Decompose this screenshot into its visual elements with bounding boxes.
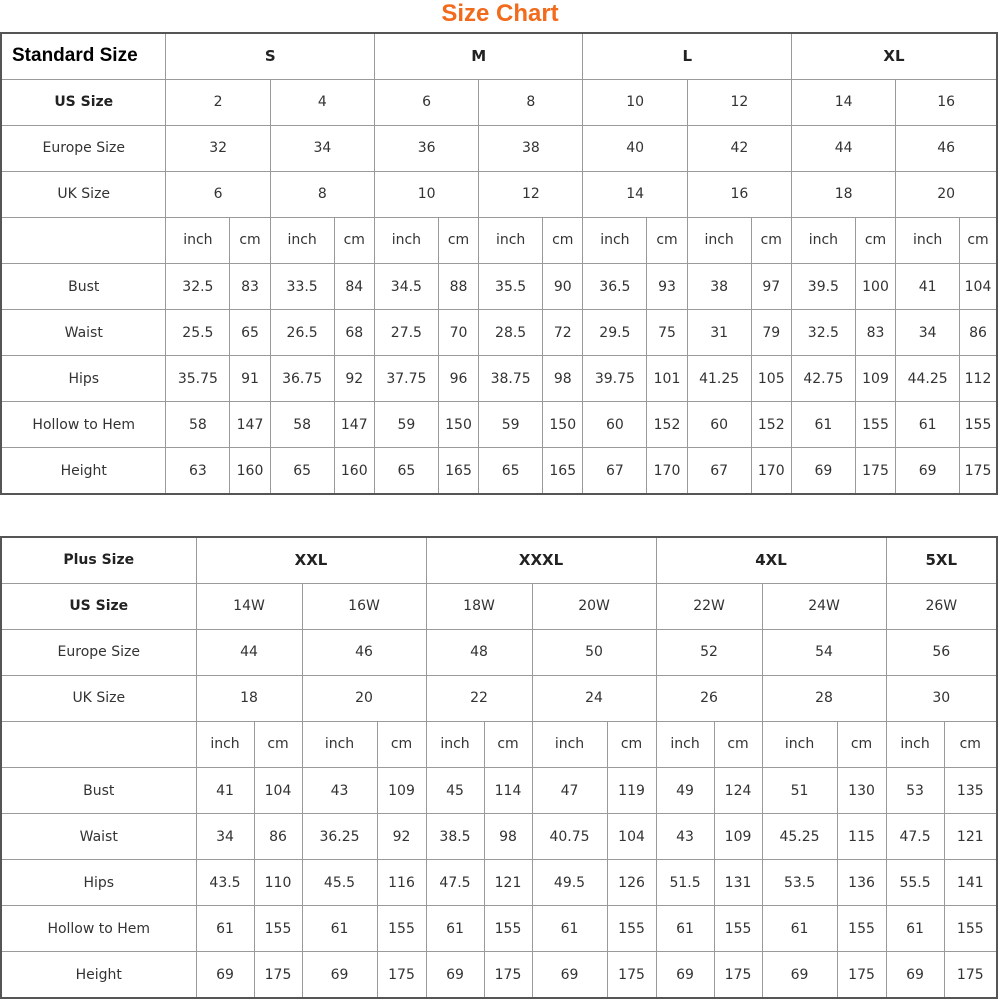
measurement-cell: 109: [377, 767, 426, 813]
measurement-cell: 32.5: [166, 263, 230, 309]
size-header: 5XL: [886, 537, 997, 583]
measurement-row: [1, 448, 997, 494]
row-label: Waist: [1, 814, 196, 860]
measurement-cell: 34: [196, 814, 254, 860]
row-label: Waist: [1, 310, 166, 356]
measurement-cell: 86: [254, 814, 302, 860]
measurement-cell: 155: [944, 906, 997, 952]
measurement-cell: 41.25: [687, 356, 751, 402]
measurement-cell: 93: [647, 263, 687, 309]
unit-cm-cell: cm: [377, 721, 426, 767]
unit-cm-cell: cm: [837, 721, 886, 767]
unit-inch-cell: inch: [302, 721, 377, 767]
measurement-cell: 59: [479, 402, 543, 448]
measurement-cell: 69: [886, 952, 944, 998]
measurement-cell: 155: [837, 906, 886, 952]
europe-size-cell: 46: [896, 125, 997, 171]
measurement-cell: 115: [837, 814, 886, 860]
measurement-cell: 112: [960, 356, 998, 402]
measurement-cell: 36.5: [583, 263, 647, 309]
europe-size-cell: 36: [374, 125, 478, 171]
measurement-cell: 35.5: [479, 263, 543, 309]
unit-row: [1, 721, 997, 767]
uk-size-cell: 16: [687, 171, 791, 217]
measurement-cell: 150: [438, 402, 478, 448]
page-title: Size Chart: [441, 0, 559, 27]
measurement-cell: 69: [532, 952, 607, 998]
row-label: Bust: [1, 767, 196, 813]
measurement-cell: 160: [230, 448, 270, 494]
uk-size-cell: 6: [166, 171, 270, 217]
measurement-cell: 92: [377, 814, 426, 860]
us-size-cell: 14: [791, 79, 895, 125]
unit-inch-cell: inch: [374, 217, 438, 263]
unit-inch-cell: inch: [583, 217, 647, 263]
unit-inch-cell: inch: [270, 217, 334, 263]
row-label: Hollow to Hem: [1, 402, 166, 448]
unit-cm-cell: cm: [944, 721, 997, 767]
measurement-cell: 38.75: [479, 356, 543, 402]
us-size-cell: 20W: [532, 583, 656, 629]
measurement-cell: 45: [426, 767, 484, 813]
measurement-cell: 98: [484, 814, 532, 860]
measurement-cell: 109: [714, 814, 762, 860]
uk-size-cell: 8: [270, 171, 374, 217]
row-label: US Size: [1, 79, 166, 125]
measurement-cell: 83: [855, 310, 895, 356]
uk-size-row: [1, 675, 997, 721]
measurement-cell: 84: [334, 263, 374, 309]
measurement-cell: 175: [607, 952, 656, 998]
measurement-cell: 40.75: [532, 814, 607, 860]
measurement-cell: 70: [438, 310, 478, 356]
measurement-cell: 43: [302, 767, 377, 813]
row-label: Height: [1, 448, 166, 494]
uk-size-cell: 18: [196, 675, 302, 721]
row-label: Europe Size: [1, 125, 166, 171]
measurement-cell: 61: [886, 906, 944, 952]
europe-size-cell: 46: [302, 629, 426, 675]
measurement-cell: 38: [687, 263, 751, 309]
unit-inch-cell: inch: [166, 217, 230, 263]
measurement-row: [1, 310, 997, 356]
size-header: L: [583, 33, 792, 79]
measurement-cell: 121: [484, 860, 532, 906]
row-label: US Size: [1, 583, 196, 629]
measurement-cell: 44.25: [896, 356, 960, 402]
measurement-cell: 136: [837, 860, 886, 906]
measurement-cell: 63: [166, 448, 230, 494]
us-size-row: [1, 583, 997, 629]
measurement-cell: 86: [960, 310, 998, 356]
row-label: Hips: [1, 860, 196, 906]
measurement-row: [1, 402, 997, 448]
measurement-cell: 29.5: [583, 310, 647, 356]
measurement-cell: 155: [254, 906, 302, 952]
measurement-cell: 59: [374, 402, 438, 448]
europe-size-cell: 48: [426, 629, 532, 675]
measurement-cell: 141: [944, 860, 997, 906]
measurement-cell: 58: [270, 402, 334, 448]
measurement-cell: 72: [543, 310, 583, 356]
unit-inch-cell: inch: [896, 217, 960, 263]
measurement-cell: 41: [196, 767, 254, 813]
measurement-cell: 152: [647, 402, 687, 448]
measurement-cell: 65: [374, 448, 438, 494]
unit-cm-cell: cm: [855, 217, 895, 263]
measurement-cell: 155: [484, 906, 532, 952]
measurement-cell: 61: [656, 906, 714, 952]
measurement-cell: 90: [543, 263, 583, 309]
europe-size-cell: 52: [656, 629, 762, 675]
measurement-row: [1, 860, 997, 906]
size-header-row: [1, 537, 997, 583]
measurement-cell: 47.5: [426, 860, 484, 906]
measurement-cell: 65: [230, 310, 270, 356]
measurement-cell: 67: [687, 448, 751, 494]
uk-size-cell: 26: [656, 675, 762, 721]
uk-size-cell: 18: [791, 171, 895, 217]
europe-size-cell: 40: [583, 125, 687, 171]
measurement-cell: 175: [254, 952, 302, 998]
unit-cm-cell: cm: [960, 217, 998, 263]
measurement-cell: 69: [426, 952, 484, 998]
measurement-cell: 34: [896, 310, 960, 356]
us-size-cell: 4: [270, 79, 374, 125]
europe-size-cell: 50: [532, 629, 656, 675]
unit-inch-cell: inch: [791, 217, 855, 263]
measurement-cell: 116: [377, 860, 426, 906]
us-size-cell: 16: [896, 79, 997, 125]
us-size-cell: 14W: [196, 583, 302, 629]
measurement-cell: 51: [762, 767, 837, 813]
unit-cm-cell: cm: [607, 721, 656, 767]
europe-size-cell: 44: [196, 629, 302, 675]
measurement-cell: 91: [230, 356, 270, 402]
uk-size-cell: 10: [374, 171, 478, 217]
measurement-cell: 53.5: [762, 860, 837, 906]
unit-inch-cell: inch: [886, 721, 944, 767]
measurement-cell: 101: [647, 356, 687, 402]
europe-size-cell: 44: [791, 125, 895, 171]
size-header: 4XL: [656, 537, 886, 583]
measurement-cell: 98: [543, 356, 583, 402]
measurement-cell: 121: [944, 814, 997, 860]
measurement-cell: 104: [254, 767, 302, 813]
europe-size-cell: 42: [687, 125, 791, 171]
measurement-cell: 26.5: [270, 310, 334, 356]
size-header: XL: [791, 33, 997, 79]
measurement-cell: 65: [270, 448, 334, 494]
unit-inch-cell: inch: [196, 721, 254, 767]
unit-cm-cell: cm: [543, 217, 583, 263]
measurement-cell: 69: [791, 448, 855, 494]
measurement-cell: 150: [543, 402, 583, 448]
measurement-cell: 25.5: [166, 310, 230, 356]
measurement-cell: 119: [607, 767, 656, 813]
unit-cm-cell: cm: [254, 721, 302, 767]
measurement-cell: 175: [377, 952, 426, 998]
measurement-cell: 39.75: [583, 356, 647, 402]
measurement-cell: 27.5: [374, 310, 438, 356]
us-size-row: [1, 79, 997, 125]
europe-size-cell: 32: [166, 125, 270, 171]
measurement-cell: 61: [532, 906, 607, 952]
measurement-cell: 67: [583, 448, 647, 494]
measurement-cell: 42.75: [791, 356, 855, 402]
measurement-cell: 110: [254, 860, 302, 906]
size-header: XXL: [196, 537, 426, 583]
measurement-cell: 170: [647, 448, 687, 494]
measurement-cell: 147: [230, 402, 270, 448]
measurement-cell: 53: [886, 767, 944, 813]
measurement-cell: 92: [334, 356, 374, 402]
europe-size-row: [1, 629, 997, 675]
measurement-cell: 155: [377, 906, 426, 952]
measurement-cell: 88: [438, 263, 478, 309]
unit-inch-cell: inch: [479, 217, 543, 263]
measurement-cell: 60: [583, 402, 647, 448]
measurement-row: [1, 906, 997, 952]
us-size-cell: 22W: [656, 583, 762, 629]
measurement-cell: 131: [714, 860, 762, 906]
unit-inch-cell: inch: [426, 721, 484, 767]
measurement-cell: 69: [302, 952, 377, 998]
measurement-cell: 130: [837, 767, 886, 813]
measurement-cell: 104: [607, 814, 656, 860]
measurement-cell: 155: [855, 402, 895, 448]
unit-inch-cell: inch: [532, 721, 607, 767]
europe-size-row: [1, 125, 997, 171]
measurement-cell: 38.5: [426, 814, 484, 860]
uk-size-cell: 14: [583, 171, 687, 217]
unit-inch-cell: inch: [687, 217, 751, 263]
uk-size-cell: 12: [479, 171, 583, 217]
measurement-cell: 51.5: [656, 860, 714, 906]
us-size-cell: 8: [479, 79, 583, 125]
measurement-cell: 45.5: [302, 860, 377, 906]
measurement-cell: 69: [656, 952, 714, 998]
measurement-cell: 65: [479, 448, 543, 494]
measurement-cell: 34.5: [374, 263, 438, 309]
us-size-cell: 12: [687, 79, 791, 125]
measurement-cell: 175: [944, 952, 997, 998]
europe-size-cell: 34: [270, 125, 374, 171]
measurement-cell: 69: [896, 448, 960, 494]
us-size-cell: 6: [374, 79, 478, 125]
measurement-cell: 114: [484, 767, 532, 813]
measurement-cell: 69: [762, 952, 837, 998]
measurement-cell: 83: [230, 263, 270, 309]
us-size-cell: 2: [166, 79, 270, 125]
measurement-cell: 36.75: [270, 356, 334, 402]
measurement-cell: 75: [647, 310, 687, 356]
measurement-cell: 35.75: [166, 356, 230, 402]
measurement-cell: 43: [656, 814, 714, 860]
measurement-cell: 61: [791, 402, 855, 448]
measurement-cell: 170: [751, 448, 791, 494]
unit-cm-cell: cm: [230, 217, 270, 263]
uk-size-row: [1, 171, 997, 217]
measurement-cell: 47: [532, 767, 607, 813]
measurement-cell: 41: [896, 263, 960, 309]
standard-size-table: [0, 32, 998, 495]
measurement-cell: 31: [687, 310, 751, 356]
size-header: XXXL: [426, 537, 656, 583]
measurement-cell: 97: [751, 263, 791, 309]
measurement-cell: 61: [426, 906, 484, 952]
measurement-cell: 126: [607, 860, 656, 906]
measurement-cell: 155: [714, 906, 762, 952]
europe-size-cell: 38: [479, 125, 583, 171]
measurement-cell: 96: [438, 356, 478, 402]
row-label: Hips: [1, 356, 166, 402]
measurement-row: [1, 814, 997, 860]
empty-cell: [1, 721, 196, 767]
measurement-cell: 165: [438, 448, 478, 494]
measurement-cell: 175: [960, 448, 998, 494]
measurement-cell: 43.5: [196, 860, 254, 906]
measurement-cell: 100: [855, 263, 895, 309]
us-size-cell: 26W: [886, 583, 997, 629]
europe-size-cell: 56: [886, 629, 997, 675]
us-size-cell: 24W: [762, 583, 886, 629]
measurement-cell: 109: [855, 356, 895, 402]
measurement-cell: 47.5: [886, 814, 944, 860]
measurement-cell: 49: [656, 767, 714, 813]
measurement-cell: 104: [960, 263, 998, 309]
uk-size-cell: 22: [426, 675, 532, 721]
measurement-cell: 79: [751, 310, 791, 356]
measurement-cell: 33.5: [270, 263, 334, 309]
us-size-cell: 18W: [426, 583, 532, 629]
europe-size-cell: 54: [762, 629, 886, 675]
measurement-cell: 49.5: [532, 860, 607, 906]
measurement-cell: 45.25: [762, 814, 837, 860]
measurement-cell: 160: [334, 448, 374, 494]
measurement-cell: 61: [896, 402, 960, 448]
size-header: M: [374, 33, 583, 79]
measurement-cell: 37.75: [374, 356, 438, 402]
measurement-cell: 105: [751, 356, 791, 402]
us-size-cell: 10: [583, 79, 687, 125]
measurement-cell: 36.25: [302, 814, 377, 860]
table-header-label: Standard Size: [1, 33, 166, 79]
row-label: Bust: [1, 263, 166, 309]
row-label: UK Size: [1, 171, 166, 217]
measurement-row: [1, 263, 997, 309]
row-label: UK Size: [1, 675, 196, 721]
unit-cm-cell: cm: [751, 217, 791, 263]
row-label: Europe Size: [1, 629, 196, 675]
measurement-row: [1, 767, 997, 813]
uk-size-cell: 20: [302, 675, 426, 721]
plus-size-table: [0, 536, 998, 999]
measurement-cell: 61: [762, 906, 837, 952]
measurement-cell: 68: [334, 310, 374, 356]
size-header: S: [166, 33, 375, 79]
us-size-cell: 16W: [302, 583, 426, 629]
measurement-cell: 58: [166, 402, 230, 448]
measurement-cell: 124: [714, 767, 762, 813]
unit-cm-cell: cm: [334, 217, 374, 263]
empty-cell: [1, 217, 166, 263]
unit-inch-cell: inch: [656, 721, 714, 767]
measurement-cell: 175: [484, 952, 532, 998]
measurement-cell: 175: [714, 952, 762, 998]
row-label: Height: [1, 952, 196, 998]
row-label: Hollow to Hem: [1, 906, 196, 952]
size-header-row: [1, 33, 997, 79]
unit-cm-cell: cm: [714, 721, 762, 767]
unit-cm-cell: cm: [647, 217, 687, 263]
measurement-cell: 61: [302, 906, 377, 952]
unit-inch-cell: inch: [762, 721, 837, 767]
measurement-cell: 32.5: [791, 310, 855, 356]
measurement-cell: 55.5: [886, 860, 944, 906]
measurement-cell: 135: [944, 767, 997, 813]
unit-row: [1, 217, 997, 263]
measurement-cell: 175: [837, 952, 886, 998]
measurement-cell: 155: [960, 402, 998, 448]
measurement-cell: 155: [607, 906, 656, 952]
measurement-row: [1, 952, 997, 998]
measurement-cell: 147: [334, 402, 374, 448]
table-header-label: Plus Size: [1, 537, 196, 583]
measurement-row: [1, 356, 997, 402]
measurement-cell: 61: [196, 906, 254, 952]
uk-size-cell: 24: [532, 675, 656, 721]
unit-cm-cell: cm: [438, 217, 478, 263]
measurement-cell: 152: [751, 402, 791, 448]
measurement-cell: 28.5: [479, 310, 543, 356]
measurement-cell: 69: [196, 952, 254, 998]
unit-cm-cell: cm: [484, 721, 532, 767]
measurement-cell: 60: [687, 402, 751, 448]
uk-size-cell: 30: [886, 675, 997, 721]
measurement-cell: 39.5: [791, 263, 855, 309]
uk-size-cell: 28: [762, 675, 886, 721]
measurement-cell: 175: [855, 448, 895, 494]
uk-size-cell: 20: [896, 171, 997, 217]
measurement-cell: 165: [543, 448, 583, 494]
